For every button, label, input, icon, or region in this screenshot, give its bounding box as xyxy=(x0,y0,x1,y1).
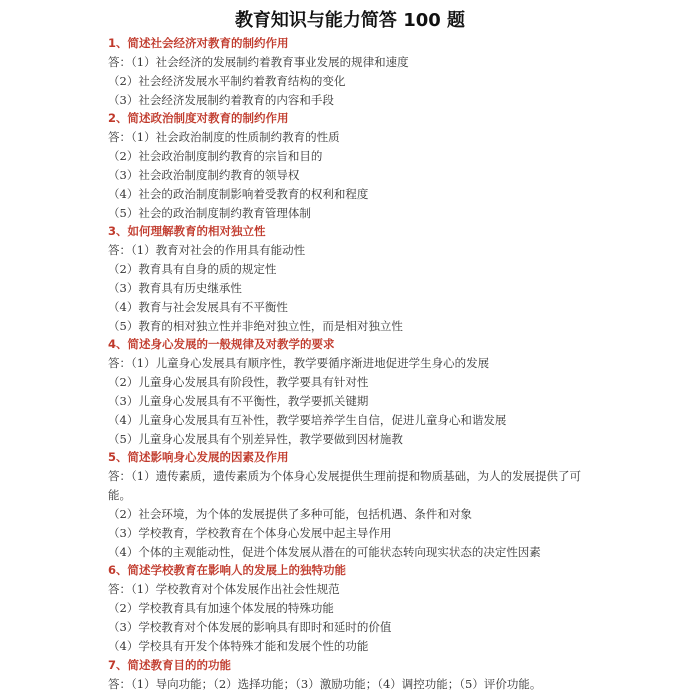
answer-lead: 答：（1）学校教育对个体发展作出社会性规范 xyxy=(108,582,340,597)
question-heading: 4、简述身心发展的一般规律及对教学的要求 xyxy=(108,337,335,352)
question-heading: 7、简述教育目的的功能 xyxy=(108,657,232,672)
answer-point: （4）学校具有开发个体特殊才能和发展个性的功能 xyxy=(108,638,369,653)
question-heading: 3、如何理解教育的相对独立性 xyxy=(108,224,266,239)
answer-point: （2）社会政治制度制约教育的宗旨和目的 xyxy=(108,149,323,164)
answer-point: （4）教育与社会发展具有不平衡性 xyxy=(108,299,288,314)
question-heading: 1、简述社会经济对教育的制约作用 xyxy=(108,36,289,50)
answer-point: （2）社会环境，为个体的发展提供了多种可能，包括机遇、条件和对象 xyxy=(108,506,472,521)
answer-point: （3）社会政治制度制约教育的领导权 xyxy=(108,167,300,182)
page-title: 教育知识与能力简答 100 题 xyxy=(234,10,466,31)
answer-point: （4）儿童身心发展具有互补性，教学要培养学生自信，促进儿童身心和谐发展 xyxy=(108,412,507,427)
answer-point: （3）学校教育对个体发展的影响具有即时和延时的价值 xyxy=(108,619,392,634)
answer-point: （2）社会经济发展水平制约着教育结构的变化 xyxy=(108,73,346,88)
answer-point: （4）个体的主观能动性，促进个体发展从潜在的可能状态转向现实状态的决定性因素 xyxy=(108,544,541,559)
answer-lead: 答：（1）社会政治制度的性质制约教育的性质 xyxy=(108,130,340,145)
answer-point: （5）教育的相对独立性并非绝对独立性，而是相对独立性 xyxy=(108,318,403,333)
answer-point: （2）教育具有自身的质的规定性 xyxy=(108,262,277,277)
question-heading: 2、简述政治制度对教育的制约作用 xyxy=(108,111,289,126)
answer-point: （5）儿童身心发展具有个别差异性，教学要做到因材施教 xyxy=(108,431,403,446)
answer-point: （4）社会的政治制度制影响着受教育的权利和程度 xyxy=(108,186,369,201)
answer-point: （3）学校教育，学校教育在个体身心发展中起主导作用 xyxy=(108,525,392,540)
answer-lead: 答：（1）儿童身心发展具有顺序性，教学要循序渐进地促进学生身心的发展 xyxy=(108,356,490,371)
answer-point: （3）儿童身心发展具有不平衡性，教学要抓关键期 xyxy=(108,393,369,408)
answer-lead: 答：（1）遗传素质，遗传素质为个体身心发展提供生理前提和物质基础，为人的发展提供了可能。 xyxy=(108,469,582,503)
answer-lead: 答：（1）教育对社会的作用具有能动性 xyxy=(108,243,306,258)
answer-point: （3）教育具有历史继承性 xyxy=(108,280,242,295)
answer-point: （2）学校教育具有加速个体发展的特殊功能 xyxy=(108,601,334,616)
question-heading: 5、简述影响身心发展的因素及作用 xyxy=(108,450,289,465)
question-heading: 6、简述学校教育在影响人的发展上的独特功能 xyxy=(108,563,346,578)
answer-lead: 答：（1）导向功能；（2）选择功能；（3）激励功能；（4）调控功能；（5）评价功能。 xyxy=(108,676,542,691)
answer-point: （5）社会的政治制度制约教育管理体制 xyxy=(108,205,311,220)
answer-lead: 答：（1）社会经济的发展制约着教育事业发展的规律和速度 xyxy=(108,55,409,69)
answer-point: （3）社会经济发展制约着教育的内容和手段 xyxy=(108,92,334,107)
qa-list xyxy=(108,34,608,693)
answer-point: （2）儿童身心发展具有阶段性，教学要具有针对性 xyxy=(108,375,369,390)
